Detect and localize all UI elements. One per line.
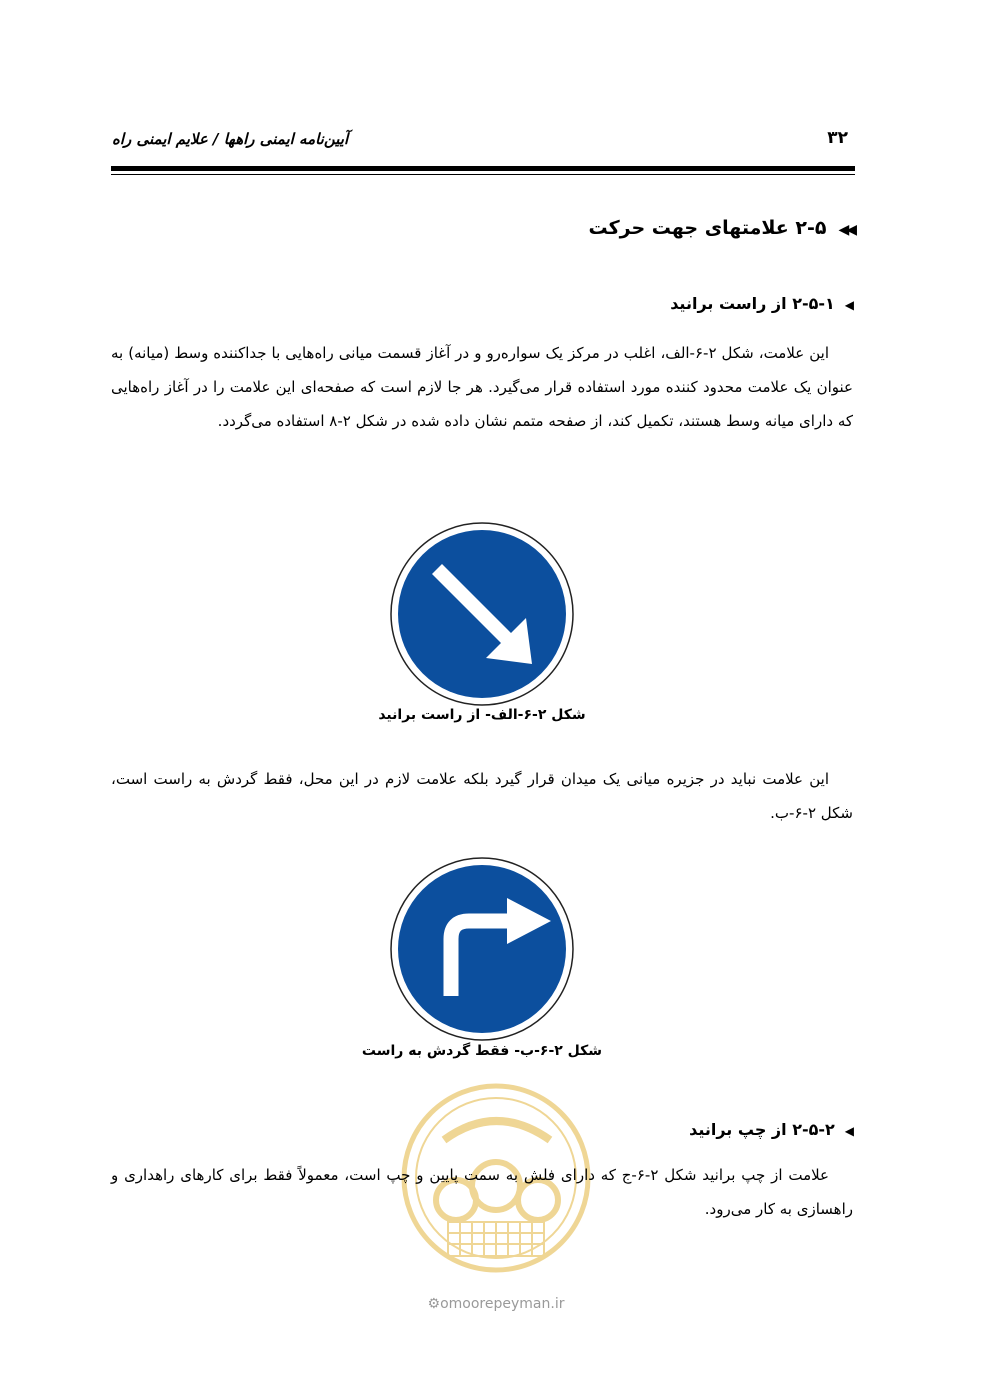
subsection-heading-1: ◀۲-۵-۱ از راست برانید xyxy=(670,294,854,313)
paragraph-3: علامت از چپ برانید شکل ۲-۶-ج که دارای فلش به سمت پایین و چپ است، معمولاً فقط برای کارهای راهداری و راهسازی به کار می‌رود. xyxy=(111,1166,853,1218)
paragraph-1: این علامت، شکل ۲-۶-الف، اغلب در مرکز یک سواره‌رو و در آغاز قسمت میانی راه‌هایی با جداکننده وسط (میانه) به عنوان یک علامت محدود کننده مورد استفاده قرار می‌گیرد. هر جا لازم است که صفحه‌ای این علامت را در آغاز راه‌هایی که دارای میانه وسط هستند، تکمیل کند، از صفحه متمم نشان داده شده در شکل ۲-۸ استفاده می‌گردد. xyxy=(111,344,853,430)
double-triangle-bullet-icon: ◀◀ xyxy=(838,222,854,238)
section-heading: ◀◀۲-۵ علامتهای جهت حرکت xyxy=(588,217,854,239)
watermark-url: ⚙omoorepeyman.ir xyxy=(427,1296,565,1312)
subsection-heading-2: ◀۲-۵-۲ از چپ برانید xyxy=(689,1120,854,1139)
header-rule-thick xyxy=(111,166,855,171)
triangle-bullet-icon: ◀ xyxy=(844,298,854,312)
page-number: ۳۲ xyxy=(827,128,848,148)
figure-caption-1: شکل ۲-۶-الف- از راست برانید xyxy=(378,707,586,723)
turn-right-only-sign-icon xyxy=(389,856,575,1042)
running-header-title: آیین‌نامه ایمنی راهها / علایم ایمنی راه xyxy=(112,130,349,148)
triangle-bullet-icon: ◀ xyxy=(844,1124,854,1138)
watermark-gear-icon: ⚙ xyxy=(427,1296,441,1312)
header-rule-thin xyxy=(111,174,855,175)
keep-right-sign-icon xyxy=(389,521,575,707)
paragraph-2: این علامت نباید در جزیره میانی یک میدان قرار گیرد بلکه علامت لازم در این محل، فقط گردش به راست است، شکل ۲-۶-ب. xyxy=(111,770,853,822)
figure-caption-2: شکل ۲-۶-ب- فقط گردش به راست xyxy=(361,1043,603,1059)
